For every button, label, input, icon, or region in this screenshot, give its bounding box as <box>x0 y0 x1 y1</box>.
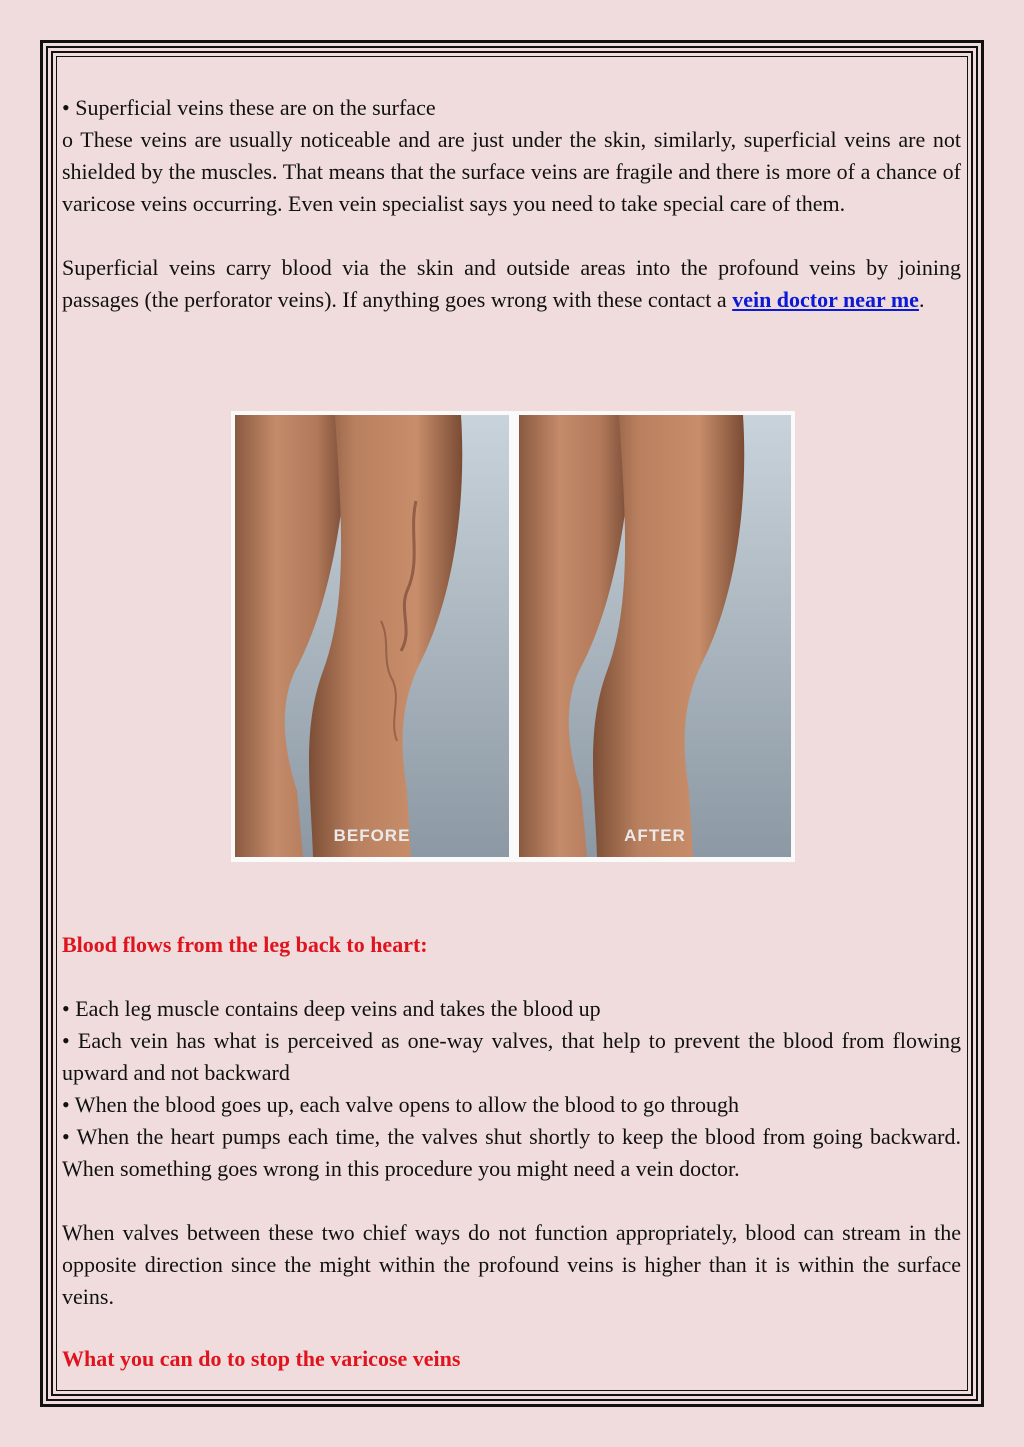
spacer <box>62 1185 961 1217</box>
perforator-veins-paragraph <box>62 252 961 316</box>
spacer <box>62 220 961 252</box>
bullet-heart-pumps: • When the heart pumps each time, the valves shut shortly to keep the blood from going backward. When something goes wrong in this procedure you might need a vein doctor. <box>62 1124 961 1181</box>
before-after-photo <box>231 411 795 862</box>
superficial-veins-description: o These veins are usually noticeable and are just under the skin, similarly, superficial veins are not shielded by the muscles. That means that the surface veins are fragile and there is more of a chance of varicose veins occurring. Even vein specialist says you need to take special care of them. <box>62 127 961 216</box>
heading-stop-varicose-veins: What you can do to stop the varicose veins <box>62 1346 461 1371</box>
before-label: BEFORE <box>333 826 411 845</box>
bullet-valve-opens: • When the blood goes up, each valve opens to allow the blood to go through <box>62 1092 739 1117</box>
section-superficial-veins <box>62 92 961 316</box>
bullet-superficial-veins: • Superficial veins these are on the surface <box>62 95 436 120</box>
heading-blood-flow: Blood flows from the leg back to heart: <box>62 932 428 957</box>
bullet-one-way-valves: • Each vein has what is perceived as one-way valves, that help to prevent the blood from flowing upward and not backward <box>62 1028 961 1085</box>
perforator-veins-text: Superficial veins carry blood via the skin and outside areas into the profound veins by joining passages (the perforator veins). If anything goes wrong with these contact a <box>62 255 961 312</box>
vein-doctor-link[interactable]: vein doctor near me <box>732 287 919 312</box>
before-after-image <box>231 411 795 862</box>
valves-malfunction-paragraph: When valves between these two chief ways do not function appropriately, blood can stream in the opposite direction since the might within the profound veins is higher than it is within the surface veins. <box>62 1220 961 1309</box>
perforator-veins-end: . <box>918 287 925 312</box>
bullet-deep-veins: • Each leg muscle contains deep veins and takes the blood up <box>62 996 601 1021</box>
after-label: AFTER <box>624 826 686 845</box>
section-blood-flow <box>62 993 961 1313</box>
